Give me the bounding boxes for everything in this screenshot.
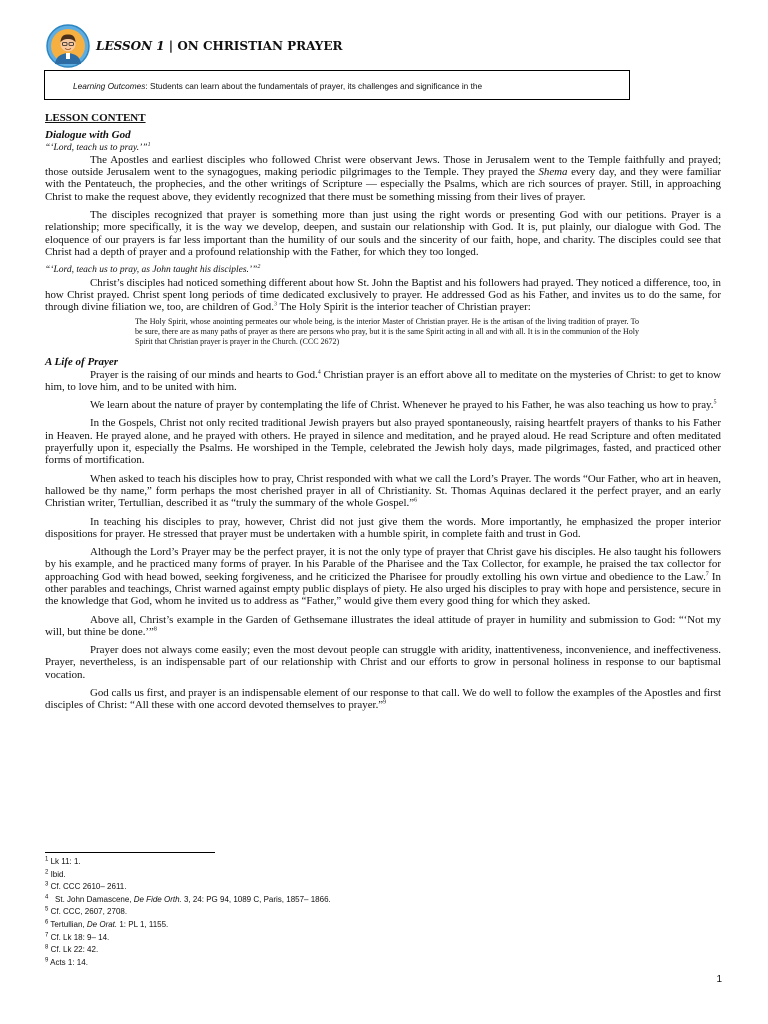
footnote-text: Cf. CCC 2610– 2611. [50,882,127,892]
footnote-item [45,881,645,894]
footnote-ref: 8 [153,626,157,633]
footnote-item [45,869,645,882]
paragraph-text: Although the Lord’s Prayer may be the perfect prayer, it is not the only type of prayer that Christ gave his disciples. He also taught his followers by his example, and he practiced many forms of prayer. In his Parable of the Pharisee and the Tax Collector, for example, he praised the tax collector for approaching God with head bowed, seeking forgiveness, and he criticized the Pharisee for proudly extolling his own virtue and obedience to the Law. [45,546,721,583]
paragraph [45,614,721,639]
footnote-ref: 4 [317,368,321,375]
footnote-work-title: De Fide Orth. [133,894,182,904]
paragraph: In the Gospels, Christ not only recited traditional Jewish prayers but also prayed spontaneously, raising heartfelt prayers of thanks to his Father in Heaven. He prayed alone, and he prayed with others. He prayed in silence and meditation, and he prayed aloud. He read Scripture and often meditated prayerfully upon it, especially the Psalms. He worshiped in the Temple, celebrated the Jewish holy days, made pilgrimages, fasted, and practiced other forms of mortification. [45,417,721,467]
footnote-number: 8 [45,944,49,951]
footnote-number: 6 [45,919,49,926]
footnote-ref: 6 [414,497,418,504]
footnote-number: 9 [45,957,49,964]
quote-text: “‘Lord, teach us to pray, as John taught his disciples.’” [45,265,258,276]
lesson-number: LESSON 1 [96,39,165,53]
title-separator: | [164,39,178,53]
footnote-item [45,906,645,919]
footnote-work-title: De Orat. [86,919,118,929]
subheading-dialogue: Dialogue with God [45,129,131,142]
paragraph-text: In other parables and teachings, Christ warned against empty public displays of piety. He also urged his disciples to pray with hope and persistence, secure in the knowledge that God, whom he invited us to address as “Father,” would give them every good thing for which they asked. [45,570,721,608]
paragraph-text: God calls us first, and prayer is an indispensable element of our response to that call. We do well to follow the examples of the Apostles and first disciples of Christ: “All these with one accord devoted themselves to prayer.” [45,687,721,712]
footnote-item [45,957,645,970]
subheading-life-of-prayer: A Life of Prayer [45,356,119,369]
footnote-text: Cf. CCC, 2607, 2708. [50,907,128,917]
footnote-text: 1: PL 1, 1155. [117,919,169,929]
emphasis-text: Shema [538,166,568,179]
footnote-ref: 7 [705,571,709,578]
paragraph-text: When asked to teach his disciples how to pray, Christ responded with what we call the Lord’s Prayer. The words “Our Father, who art in heaven, hallowed be thy name,” form perhaps the most cherished prayer in all of Christianity. St. Thomas Aquinas declared it the perfect prayer, and an early Christian writer, Tertullian, described it as “truly the summary of the whole Gospel.” [45,472,721,510]
paragraph [45,154,721,203]
paragraph-text: Prayer is the raising of our minds and hearts to God. [90,368,318,381]
footnotes-list [45,856,645,969]
footnote-text: Ibid. [50,869,66,879]
footnote-number: 1 [45,856,49,863]
footnote-text: Acts 1: 14. [50,957,88,967]
section-heading: LESSON CONTENT [45,112,146,124]
learning-outcomes-box [44,70,630,100]
footnote-number: 2 [45,868,49,875]
lesson-name: ON CHRISTIAN PRAYER [177,39,343,53]
footnote-text: 3, 24: PG 94, 1089 C, Paris, 1857– 1866. [181,894,331,904]
footnote-text: St. John Damascene, [50,894,134,904]
paragraph-text: We learn about the nature of prayer by contemplating the life of Christ. Whenever he prayed to his Father, he was also teaching us how to pray. [90,399,714,412]
lesson-title [96,39,342,53]
footnote-text: Tertullian, [50,919,87,929]
lesson-content [45,112,721,718]
scripture-quote [45,142,721,154]
lesson-header [46,24,342,68]
footnote-ref: 5 [713,399,717,406]
paragraph [45,277,721,314]
page-number: 1 [716,974,722,985]
student-avatar-icon [46,24,90,68]
footnote-item [45,932,645,945]
paragraph [45,399,721,411]
footnote-item [45,944,645,957]
footnote-item [45,894,645,907]
paragraph-text: Christian prayer is an effort above all to meditate on the mysteries of Christ: to get to know him, to love him, and to be united with him. [45,368,722,393]
paragraph [45,473,721,510]
footnote-item [45,856,645,869]
paragraph: Prayer does not always come easily; even the most devout people can struggle with aridity, inattentiveness, inconvenience, and ineffectiveness. Prayer, nevertheless, is an indispensable part of our relationship with Christ and our efforts to grow in personal holiness in response to our baptismal vocation. [45,644,721,681]
outcomes-text: : Students can learn about the fundamentals of prayer, its challenges and significance in the [145,81,483,91]
scripture-quote [45,264,721,276]
footnote-number: 3 [45,881,49,888]
footnote-text: Lk 11: 1. [50,857,81,866]
footnote-ref: 3 [273,301,277,308]
footnote-text: Cf. Lk 22: 42. [50,945,99,955]
paragraph-text: every day, and they were familiar with the Pentateuch, the prophecies, and the other writings of Scripture — especially the Psalms, which are rich sources of prayer. Still, in approaching Christ to make the request above, they evidently recognized that there must be something missing from their lives of prayer. [45,166,721,203]
outcomes-label: Learning Outcomes [73,81,146,91]
footnote-number: 5 [45,906,49,913]
paragraph-text: The Apostles and earliest disciples who followed Christ were observant Jews. Those in Jerusalem went to the Temple faithfully and prayed; those outside Jerusalem went to the synagogues, making periodic pilgrimages to the Temple. They prayed the [45,153,721,179]
paragraph-text: The Holy Spirit is the interior teacher of Christian prayer: [276,301,531,314]
footnote-ref: 2 [257,264,261,271]
paragraph-text: Christ’s disciples had noticed something different about how St. John the Baptist and his followers had prayed. They noticed a difference, too, in how Christ prayed. Christ spent long periods of time dedicated exclusively to prayer. He addressed God as his Father, and invites us to do the same, for through divine filiation we, too, are children of God. [45,276,721,314]
ccc-block-quote: The Holy Spirit, whose anointing permeates our whole being, is the interior Master of Christian prayer. He is the artisan of the living tradition of prayer. To be sure, there are as many paths of prayer as there are persons who pray, but it is the same Spirit acting in all and with all. It is in the communion of the Holy Spirit that Christian prayer is prayer in the Church. (CCC 2672) [135,317,639,346]
footnote-number: 7 [45,931,49,938]
paragraph [45,546,721,607]
paragraph: In teaching his disciples to pray, however, Christ did not just give them the words. More importantly, he emphasized the proper interior dispositions for prayer. He stressed that prayer must be undertaken with a humble spirit, in complete faith and trust in God. [45,515,721,540]
paragraph-text: Above all, Christ’s example in the Garden of Gethsemane illustrates the ideal attitude of prayer in humility and submission to God: “‘Not my will, but thine be done.’” [45,613,721,638]
footnote-number: 4 [45,894,49,901]
paragraph [45,687,721,712]
paragraph: The disciples recognized that prayer is something more than just using the right words or presenting God with our petitions. Prayer is a relationship; more specifically, it is the way we develop, deepen, and sustain our relationship with God. It is, put plainly, our dialogue with God. The eloquence of our prayers is far less important than the humility of our souls and the sincerity of our faith, hope, and charity. The disciples could see that Christ had a depth of prayer and a profound relationship with the Father, for which they too longed. [45,209,721,258]
paragraph [45,369,721,394]
footnote-item [45,919,645,932]
quote-text: “‘Lord, teach us to pray.’” [45,142,148,153]
footnote-text: Cf. Lk 18: 9– 14. [50,932,110,942]
footnote-ref: 9 [383,699,387,706]
footnote-divider [45,852,215,853]
footnote-ref: 1 [147,141,151,148]
